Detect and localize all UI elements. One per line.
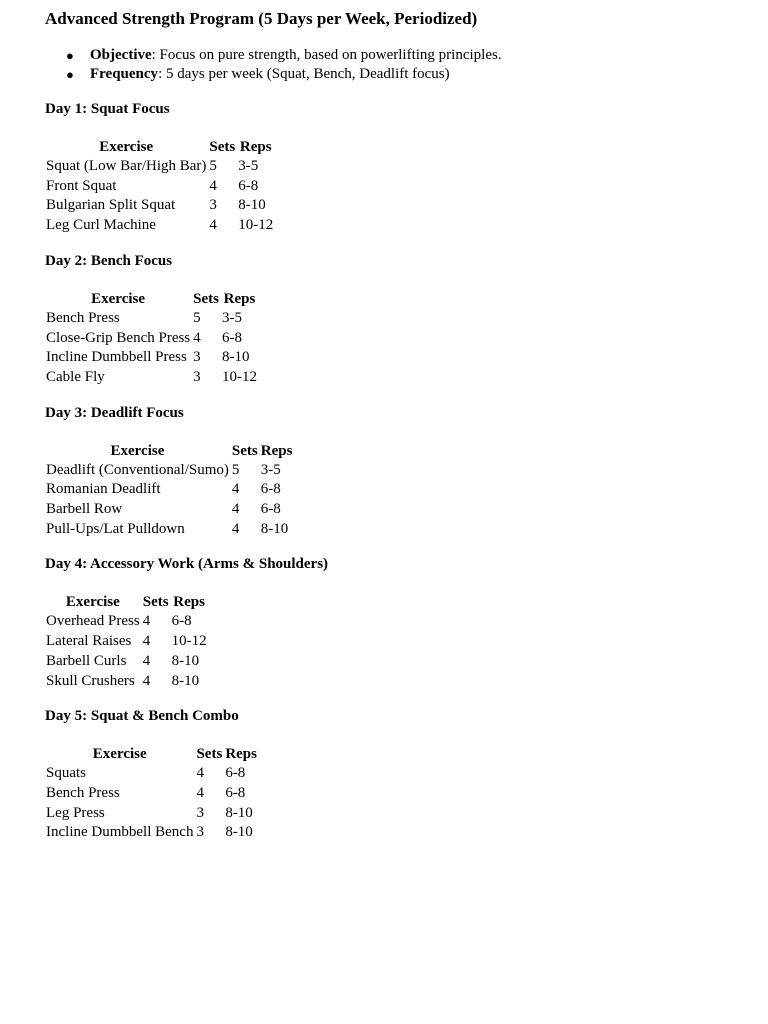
sets-cell: 4 xyxy=(231,481,240,498)
exercise-cell: Lateral Raises xyxy=(46,633,132,650)
reps-column-header: Reps xyxy=(225,746,257,763)
exercise-cell: Bench Press xyxy=(46,784,120,801)
exercise-cell: Leg Press xyxy=(46,804,105,821)
reps-cell: 3-5 xyxy=(260,461,281,478)
frequency-bullet xyxy=(66,65,745,84)
exercise-cell: Bench Press xyxy=(46,309,120,326)
table-header-row xyxy=(45,744,258,764)
reps-cell: 6-8 xyxy=(222,329,242,346)
table-row xyxy=(45,329,258,349)
reps-cell: 6-8 xyxy=(171,613,192,630)
table-header-row xyxy=(45,441,293,461)
table-row xyxy=(45,520,293,540)
table-row xyxy=(45,500,293,520)
sets-cell: 4 xyxy=(196,765,204,782)
reps-cell: 8-10 xyxy=(260,520,289,537)
day-section-3 xyxy=(45,404,745,540)
sets-cell: 5 xyxy=(231,461,240,478)
reps-cell: 8-10 xyxy=(222,349,250,366)
exercise-column-header: Exercise xyxy=(65,594,120,611)
sets-cell: 4 xyxy=(142,672,151,689)
reps-column-header: Reps xyxy=(223,290,256,307)
objective-bullet xyxy=(66,46,745,65)
sets-column-header: Sets xyxy=(196,746,223,763)
day-heading: Day 1: Squat Focus xyxy=(45,101,170,117)
sets-cell: 4 xyxy=(231,520,240,537)
day-section-4 xyxy=(45,555,745,691)
bullet-dot-icon: ● xyxy=(66,48,74,63)
reps-cell: 3-5 xyxy=(222,309,242,326)
sets-cell: 3 xyxy=(193,368,201,385)
exercise-cell: Pull-Ups/Lat Pulldown xyxy=(46,520,185,537)
reps-cell: 6-8 xyxy=(225,765,246,782)
reps-cell: 8-10 xyxy=(238,197,266,214)
reps-cell: 6-8 xyxy=(238,177,259,194)
sets-cell: 4 xyxy=(142,652,151,669)
sets-cell: 5 xyxy=(209,158,217,174)
table-row xyxy=(45,348,258,368)
sets-column-header: Sets xyxy=(193,290,219,307)
sets-cell: 3 xyxy=(196,824,204,841)
table-row xyxy=(45,177,274,197)
table-header-row xyxy=(45,137,274,157)
exercise-cell: Incline Dumbbell Press xyxy=(46,349,187,366)
day-section-1 xyxy=(45,100,745,236)
exercise-column-header: Exercise xyxy=(91,290,146,307)
exercise-cell: Squats xyxy=(46,765,87,782)
table-row xyxy=(45,196,274,216)
reps-cell: 6-8 xyxy=(260,501,281,518)
exercise-cell: Overhead Press xyxy=(46,613,140,630)
sets-cell: 4 xyxy=(209,177,217,194)
table-row xyxy=(45,632,208,652)
program-summary-list xyxy=(45,46,745,84)
exercise-cell: Leg Curl Machine xyxy=(46,217,156,234)
reps-cell: 10-12 xyxy=(171,633,207,650)
table-row xyxy=(45,216,274,236)
sets-column-header: Sets xyxy=(209,139,236,155)
bullet-label: Objective xyxy=(90,47,152,63)
exercise-cell: Close-Grip Bench Press xyxy=(46,329,191,346)
reps-cell: 10-12 xyxy=(238,217,274,234)
reps-cell: 8-10 xyxy=(225,824,253,841)
sets-cell: 3 xyxy=(196,804,204,821)
sets-column-header: Sets xyxy=(231,442,258,459)
sets-cell: 4 xyxy=(142,633,151,650)
table-header-row xyxy=(45,289,258,309)
table-row xyxy=(45,804,258,824)
bullet-label: Frequency xyxy=(90,66,159,82)
table-header-row xyxy=(45,592,208,612)
reps-cell: 10-12 xyxy=(222,368,257,385)
reps-column-header: Reps xyxy=(173,594,205,611)
sets-cell: 4 xyxy=(209,217,217,234)
exercise-cell: Deadlift (Conventional/Sumo) xyxy=(46,461,229,478)
sets-cell: 4 xyxy=(193,329,201,346)
exercise-table xyxy=(44,137,275,236)
table-row xyxy=(45,612,208,632)
table-row xyxy=(45,480,293,500)
table-row xyxy=(45,309,258,329)
day-heading: Day 2: Bench Focus xyxy=(45,252,173,269)
reps-cell: 8-10 xyxy=(171,672,200,689)
reps-cell: 6-8 xyxy=(260,481,281,498)
exercise-column-header: Exercise xyxy=(110,442,165,459)
reps-cell: 6-8 xyxy=(225,784,246,801)
day-section-2 xyxy=(45,252,745,388)
sets-cell: 3 xyxy=(209,197,217,214)
day-section-5 xyxy=(45,707,745,843)
reps-column-header: Reps xyxy=(260,442,293,459)
table-row xyxy=(45,672,208,692)
reps-cell: 8-10 xyxy=(225,804,253,821)
exercise-cell: Barbell Row xyxy=(46,501,123,518)
exercise-cell: Cable Fly xyxy=(46,368,105,385)
sets-cell: 5 xyxy=(193,309,201,326)
day-heading: Day 5: Squat & Bench Combo xyxy=(45,708,239,725)
bullet-dot-icon: ● xyxy=(66,67,74,82)
reps-cell: 3-5 xyxy=(238,158,259,174)
exercise-cell: Barbell Curls xyxy=(46,652,127,669)
table-row xyxy=(45,652,208,672)
reps-cell: 8-10 xyxy=(171,652,200,669)
exercise-cell: Squat (Low Bar/High Bar) xyxy=(46,158,207,174)
sets-cell: 4 xyxy=(231,501,240,518)
sets-column-header: Sets xyxy=(142,594,169,611)
table-row xyxy=(45,368,258,388)
exercise-column-header: Exercise xyxy=(92,746,147,763)
exercise-column-header: Exercise xyxy=(99,139,154,155)
day-heading: Day 4: Accessory Work (Arms & Shoulders) xyxy=(45,556,329,573)
table-row xyxy=(45,823,258,843)
exercise-cell: Bulgarian Split Squat xyxy=(46,197,176,214)
table-row xyxy=(45,461,293,481)
table-row xyxy=(45,764,258,784)
bullet-text: : 5 days per week (Squat, Bench, Deadlift focus) xyxy=(158,66,450,82)
bullet-text: : Focus on pure strength, based on powerlifting principles. xyxy=(151,47,502,63)
sets-cell: 3 xyxy=(193,349,201,366)
reps-column-header: Reps xyxy=(239,139,272,155)
exercise-cell: Skull Crushers xyxy=(46,672,135,689)
day-heading: Day 3: Deadlift Focus xyxy=(45,404,184,421)
sets-cell: 4 xyxy=(142,613,151,630)
exercise-table xyxy=(44,289,259,388)
exercise-cell: Incline Dumbbell Bench xyxy=(46,824,194,841)
table-row xyxy=(45,784,258,804)
exercise-cell: Romanian Deadlift xyxy=(46,481,161,498)
exercise-table xyxy=(44,592,209,691)
exercise-cell: Front Squat xyxy=(46,177,117,194)
exercise-table xyxy=(44,441,294,540)
sets-cell: 4 xyxy=(196,784,204,801)
document-page xyxy=(45,8,745,843)
document-title: Advanced Strength Program (5 Days per Week, Periodized) xyxy=(45,9,478,28)
table-row xyxy=(45,157,274,177)
exercise-table xyxy=(44,744,259,843)
